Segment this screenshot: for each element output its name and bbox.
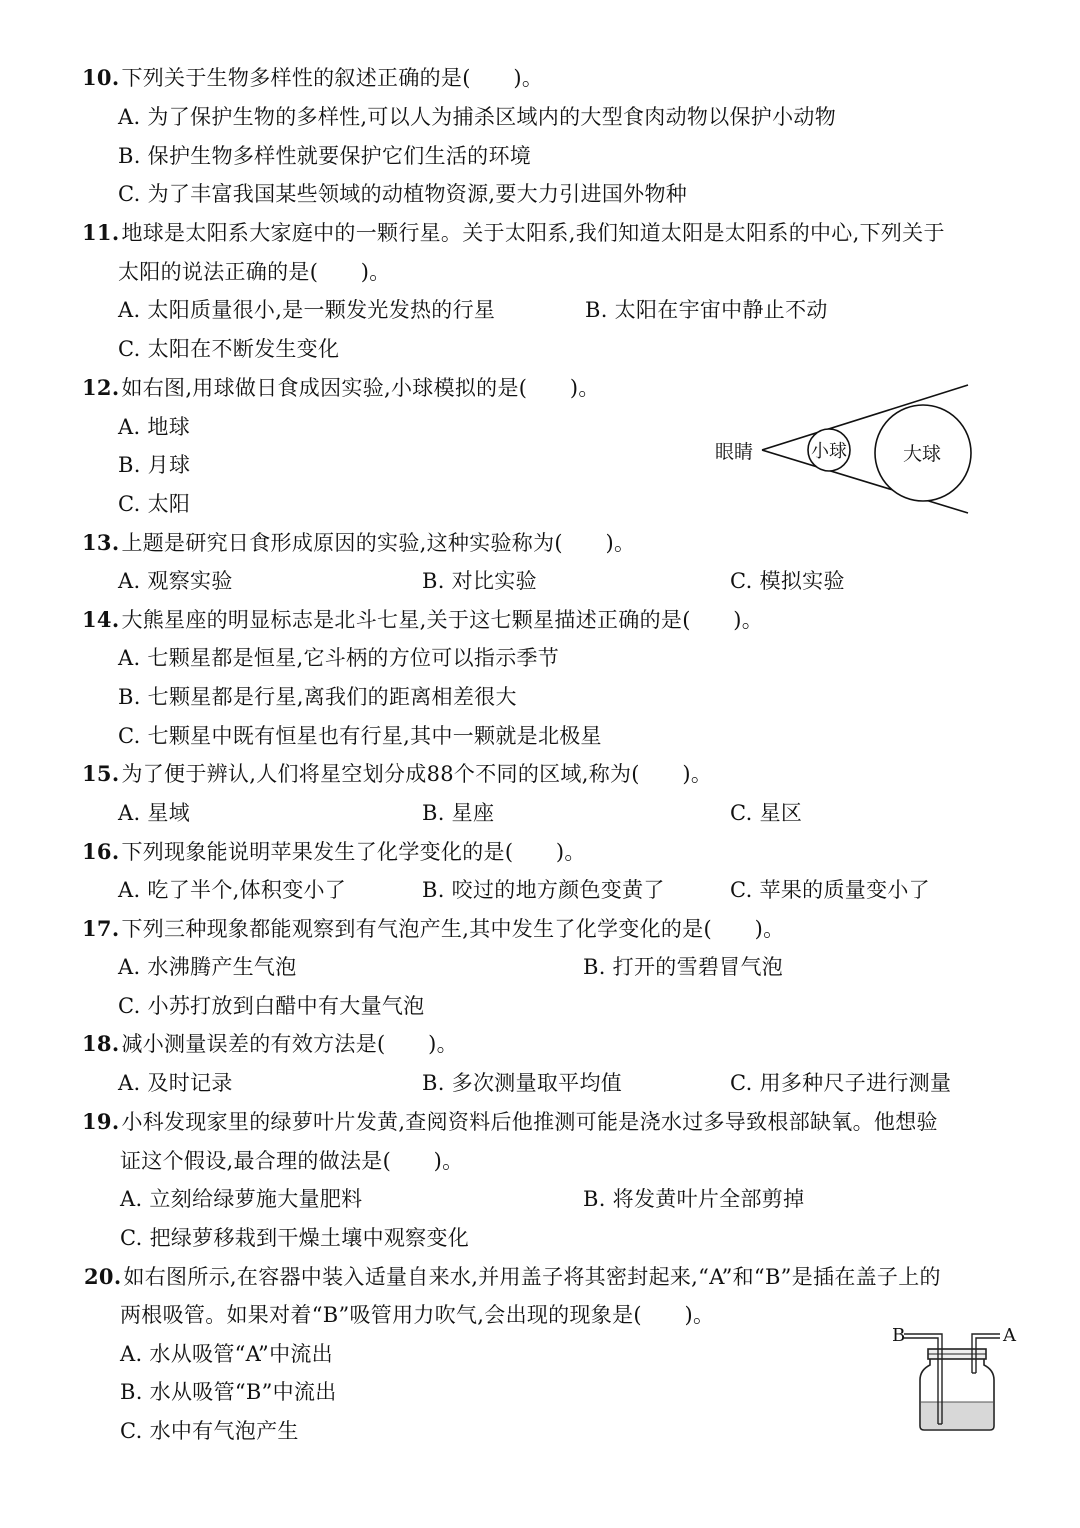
label-a: A (1003, 1325, 1016, 1346)
option-b: B. 太阳在宇宙中静止不动 (585, 298, 828, 322)
question-number: 19. (82, 1109, 120, 1134)
option-b: B. 打开的雪碧冒气泡 (583, 955, 784, 979)
option-b: B. 保护生物多样性就要保护它们生活的环境 (118, 144, 532, 168)
option-c: C. 太阳在不断发生变化 (118, 337, 340, 361)
question-text: 为了便于辨认,人们将星空划分成88个不同的区域,称为( )。 (121, 762, 713, 786)
question-number: 18. (82, 1031, 120, 1056)
label-b: B (892, 1325, 906, 1346)
option-b: B. 对比实验 (422, 569, 537, 593)
question-text: 地球是太阳系大家庭中的一颗行星。关于太阳系,我们知道太阳是太阳系的中心,下列关于 (121, 221, 945, 245)
question-text-cont: 证这个假设,最合理的做法是( )。 (120, 1149, 464, 1173)
option-c: C. 星区 (730, 801, 803, 825)
question-12 (82, 374, 600, 402)
question-number: 14. (82, 607, 120, 632)
question-18 (82, 1030, 458, 1058)
option-a: A. 七颗星都是恒星,它斗柄的方位可以指示季节 (118, 646, 560, 670)
option-b: B. 星座 (422, 801, 495, 825)
question-16 (82, 838, 586, 866)
option-a: A. 观察实验 (118, 569, 233, 593)
option-b: B. 月球 (118, 453, 191, 477)
option-a: A. 为了保护生物的多样性,可以人为捕杀区域内的大型食肉动物以保护小动物 (118, 105, 836, 129)
bottle-straws-figure (892, 1318, 1022, 1448)
question-19 (82, 1108, 938, 1136)
question-number: 16. (82, 839, 120, 864)
option-b: B. 水从吸管“B”中流出 (120, 1380, 337, 1404)
eye-label: 眼睛 (715, 441, 754, 463)
question-11 (82, 219, 945, 247)
question-text-cont: 太阳的说法正确的是( )。 (118, 260, 391, 284)
option-a: A. 地球 (118, 415, 191, 439)
option-b: B. 七颗星都是行星,离我们的距离相差很大 (118, 685, 517, 709)
question-text: 如右图,用球做日食成因实验,小球模拟的是( )。 (121, 376, 600, 400)
question-10 (82, 64, 543, 92)
question-number: 15. (82, 761, 120, 786)
option-c: C. 为了丰富我国某些领域的动植物资源,要大力引进国外物种 (118, 182, 688, 206)
option-c: C. 小苏打放到白醋中有大量气泡 (118, 994, 425, 1018)
question-number: 12. (82, 375, 120, 400)
question-17 (82, 915, 784, 943)
option-a: A. 立刻给绿萝施大量肥料 (120, 1187, 363, 1211)
option-b: B. 将发黄叶片全部剪掉 (583, 1187, 805, 1211)
option-c: C. 用多种尺子进行测量 (730, 1071, 952, 1095)
question-15 (82, 760, 712, 788)
question-number: 13. (82, 530, 120, 555)
question-text: 下列关于生物多样性的叙述正确的是( )。 (121, 66, 544, 90)
question-text: 上题是研究日食形成原因的实验,这种实验称为( )。 (121, 531, 636, 555)
question-number: 20. (84, 1264, 122, 1289)
small-ball-label: 小球 (811, 441, 847, 462)
option-a: A. 吃了半个,体积变小了 (118, 878, 347, 902)
question-number: 11. (82, 220, 120, 245)
question-text-cont: 两根吸管。如果对着“B”吸管用力吹气,会出现的现象是( )。 (120, 1303, 715, 1327)
question-number: 10. (82, 65, 120, 90)
question-text: 下列三种现象都能观察到有气泡产生,其中发生了化学变化的是( )。 (121, 917, 785, 941)
option-b: B. 咬过的地方颜色变黄了 (422, 878, 665, 902)
option-a: A. 星域 (118, 801, 191, 825)
option-a: A. 水沸腾产生气泡 (118, 955, 297, 979)
question-13 (82, 529, 635, 557)
question-text: 如右图所示,在容器中装入适量自来水,并用盖子将其密封起来,“A”和“B”是插在盖子上的 (123, 1265, 941, 1289)
option-c: C. 苹果的质量变小了 (730, 878, 930, 902)
question-text: 小科发现家里的绿萝叶片发黄,查阅资料后他推测可能是浇水过多导致根部缺氧。他想验 (121, 1110, 938, 1134)
question-text: 减小测量误差的有效方法是( )。 (121, 1032, 458, 1056)
option-c: C. 太阳 (118, 492, 191, 516)
option-a: A. 及时记录 (118, 1071, 233, 1095)
question-20 (84, 1263, 941, 1291)
question-14 (82, 606, 763, 634)
water (921, 1402, 993, 1429)
question-text: 大熊星座的明显标志是北斗七星,关于这七颗星描述正确的是( )。 (121, 608, 764, 632)
big-ball-label: 大球 (903, 443, 942, 465)
question-text: 下列现象能说明苹果发生了化学变化的是( )。 (121, 840, 586, 864)
option-c: C. 七颗星中既有恒星也有行星,其中一颗就是北极星 (118, 724, 602, 748)
option-c: C. 模拟实验 (730, 569, 845, 593)
eclipse-experiment-figure (710, 383, 980, 518)
option-c: C. 水中有气泡产生 (120, 1419, 299, 1443)
question-number: 17. (82, 916, 120, 941)
option-a: A. 水从吸管“A”中流出 (120, 1342, 333, 1366)
option-a: A. 太阳质量很小,是一颗发光发热的行星 (118, 298, 496, 322)
option-b: B. 多次测量取平均值 (422, 1071, 623, 1095)
option-c: C. 把绿萝移栽到干燥土壤中观察变化 (120, 1226, 470, 1250)
